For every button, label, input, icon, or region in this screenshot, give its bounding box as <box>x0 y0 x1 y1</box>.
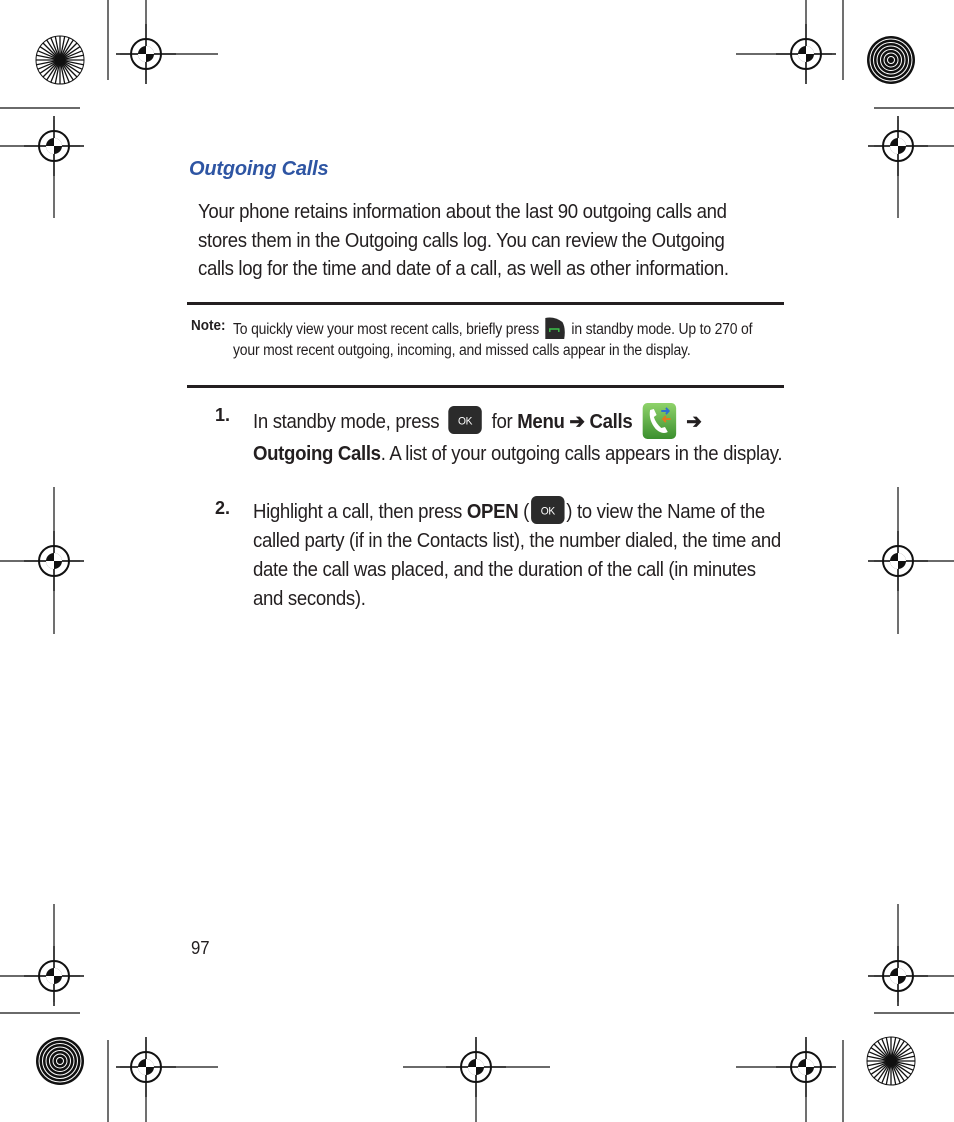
intro-paragraph: Your phone retains information about the last 90 outgoing calls and stores them in the Outgoing calls log. You can review the Outgoing calls log for the time and date of a call, as well as other information. <box>198 201 729 280</box>
ok-key-icon <box>448 405 483 435</box>
note-text-before: To quickly view your most recent calls, briefly press <box>233 321 539 338</box>
step-1-calls: Calls <box>589 411 633 433</box>
note-label: Note: <box>191 317 226 334</box>
step-1-text-3: . A list of your outgoing calls appears in the display. <box>380 443 783 465</box>
ok-key-icon <box>530 495 565 525</box>
ok-key-label: OK <box>458 415 473 428</box>
note-box <box>187 302 784 388</box>
calls-icon <box>642 402 677 440</box>
step-1-menu: Menu <box>517 411 565 433</box>
step-1-arrow-2: ➔ <box>686 411 702 433</box>
step-1-text-1: In standby mode, press <box>253 411 440 433</box>
step-2-number: 2. <box>215 498 231 518</box>
step-2-open: OPEN <box>466 501 519 523</box>
step-1-text <box>253 402 788 469</box>
section-title: Outgoing Calls <box>189 158 329 180</box>
step-2-text-1: Highlight a call, then press <box>253 501 463 523</box>
step-1-arrow-1: ➔ <box>569 411 585 433</box>
note-text <box>233 316 773 361</box>
step-1-text-2: for <box>491 411 513 433</box>
note-text-after: in standby mode. Up to 270 of your most recent outgoing, incoming, and missed calls appear in the display. <box>233 321 753 359</box>
step-1-number: 1. <box>215 405 231 425</box>
step-2-text <box>253 495 788 614</box>
page-number: 97 <box>191 938 210 958</box>
step-2-paren: ( <box>523 501 530 523</box>
step-1-outgoing-calls: Outgoing Calls <box>253 443 381 465</box>
ok-key-label: OK <box>540 505 555 518</box>
send-key-icon <box>543 316 566 341</box>
step-2-text-2: ) to view the Name of the called party (if in the Contacts list), the number dialed, the time and date the call was placed, and the duration of the call (in minutes and seconds). <box>253 501 781 610</box>
